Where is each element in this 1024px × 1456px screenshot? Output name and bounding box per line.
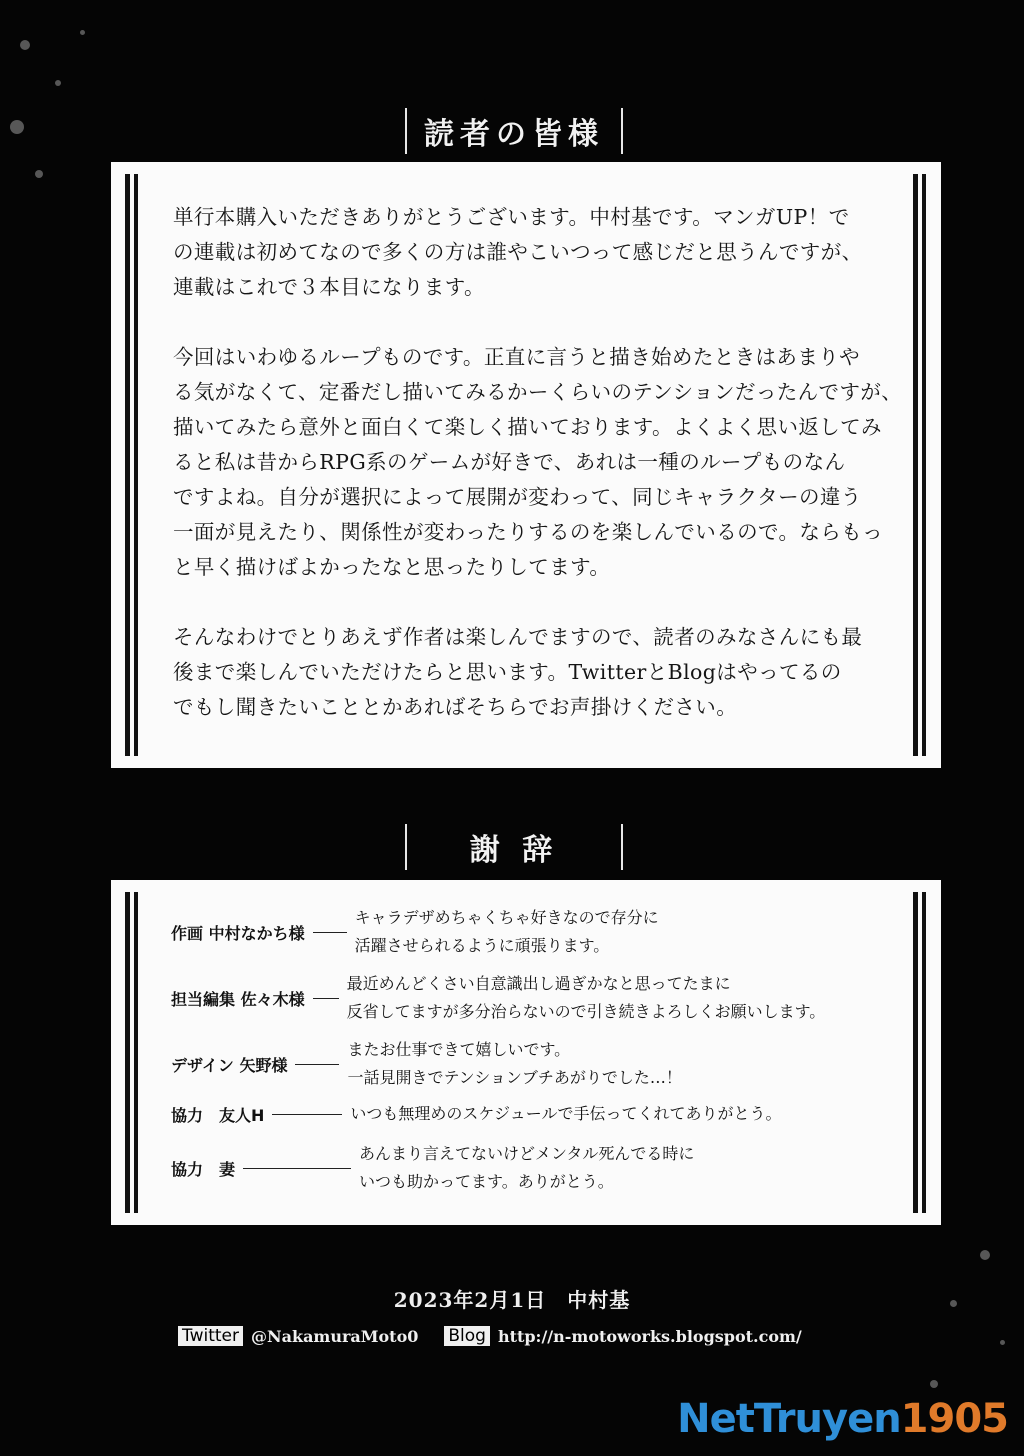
text-line: ると私は昔からRPG系のゲームが好きで、あれは一種のループものなん [173, 450, 846, 474]
thanks-row [171, 1100, 881, 1128]
leader-line [313, 998, 339, 999]
readers-section-title: 読者の皆様 [405, 108, 623, 154]
leader-line [313, 932, 347, 933]
leader-line [243, 1168, 351, 1169]
message-line: キャラデザめちゃくちゃ好きなので存分に [354, 908, 659, 927]
readers-message-panel [111, 162, 941, 768]
leader-line [272, 1114, 342, 1115]
left-border-bars [125, 892, 139, 1213]
message-line: 最近めんどくさい自意識出し過ぎかなと思ってたまに [346, 974, 731, 993]
message-line: 一話見開きでテンションブチあがりでした…！ [347, 1068, 682, 1087]
thanks-panel [111, 880, 941, 1225]
readers-message-body [173, 200, 902, 725]
site-watermark [677, 1396, 1008, 1442]
social-links [178, 1324, 802, 1348]
text-line: 連載はこれで３本目になります。 [173, 275, 485, 299]
paragraph-1 [173, 200, 902, 305]
thanks-name: 協力 妻 [171, 1159, 236, 1179]
thanks-message [355, 904, 659, 960]
message-line: 反省してますが多分治らないので引き続きよろしくお願いします。 [346, 1002, 826, 1021]
paragraph-2 [173, 340, 902, 585]
thanks-message [347, 1036, 681, 1092]
left-border-bars [125, 174, 139, 756]
thanks-name: 協力 友人H [171, 1105, 265, 1125]
blog-label: Blog [444, 1326, 490, 1346]
text-line: る気がなくて、定番だし描いてみるかーくらいのテンションだったんですが、 [173, 380, 903, 404]
text-line: ですよね。自分が選択によって展開が変わって、同じキャラクターの違う [173, 485, 862, 509]
leader-line [295, 1064, 339, 1065]
blog-url-link[interactable]: http://n-motoworks.blogspot.com/ [497, 1326, 802, 1346]
watermark-number: 1905 [900, 1396, 1008, 1442]
thanks-row [171, 1036, 881, 1092]
twitter-handle[interactable]: @NakamuraMoto0 [250, 1326, 419, 1346]
message-line: またお仕事できて嬉しいです。 [347, 1040, 571, 1059]
date-and-author: 2023年2月1日 中村基 [393, 1288, 631, 1312]
thanks-name: 担当編集 佐々木様 [171, 989, 305, 1009]
twitter-label: Twitter [178, 1326, 243, 1346]
message-line: いつも無理めのスケジュールで手伝ってくれてありがとう。 [350, 1104, 782, 1123]
text-line: 後まで楽しんでいただけたらと思います。TwitterとBlogはやってるの [173, 660, 842, 684]
text-line: の連載は初めてなので多くの方は誰やこいつって感じだと思うんですが、 [173, 240, 863, 264]
thanks-message [359, 1140, 694, 1196]
watermark-name: NetTruyen [677, 1396, 901, 1442]
message-line: あんまり言えてないけどメンタル死んでる時に [359, 1144, 695, 1163]
thanks-message [350, 1100, 781, 1128]
text-line: 一面が見えたり、関係性が変わったりするのを楽しんでいるので。ならもっ [173, 520, 883, 544]
thanks-name: デザイン 矢野様 [171, 1055, 288, 1075]
text-line: 今回はいわゆるループものです。正直に言うと描き始めたときはあまりや [173, 345, 861, 369]
message-line: いつも助かってます。ありがとう。 [359, 1172, 614, 1191]
text-line: でもし聞きたいこととかあればそちらでお声掛けください。 [173, 695, 738, 719]
thanks-section-title: 謝 辞 [405, 824, 623, 870]
text-line: 描いてみたら意外と面白くて楽しく描いております。よくよく思い返してみ [173, 415, 882, 439]
thanks-row [171, 970, 881, 1026]
right-border-bars [913, 174, 927, 756]
thanks-message [347, 970, 826, 1026]
right-border-bars [913, 892, 927, 1213]
text-line: と早く描けばよかったなと思ったりしてます。 [173, 555, 611, 579]
thanks-name: 作画 中村なかち様 [171, 923, 305, 943]
text-line: 単行本購入いただきありがとうございます。中村基です。マンガUP！で [173, 205, 850, 229]
thanks-row [171, 1140, 881, 1196]
text-line: そんなわけでとりあえず作者は楽しんでますので、読者のみなさんにも最 [173, 625, 863, 649]
thanks-row [171, 904, 881, 960]
paragraph-3 [173, 620, 902, 725]
message-line: 活躍させられるように頑張ります。 [354, 936, 610, 955]
